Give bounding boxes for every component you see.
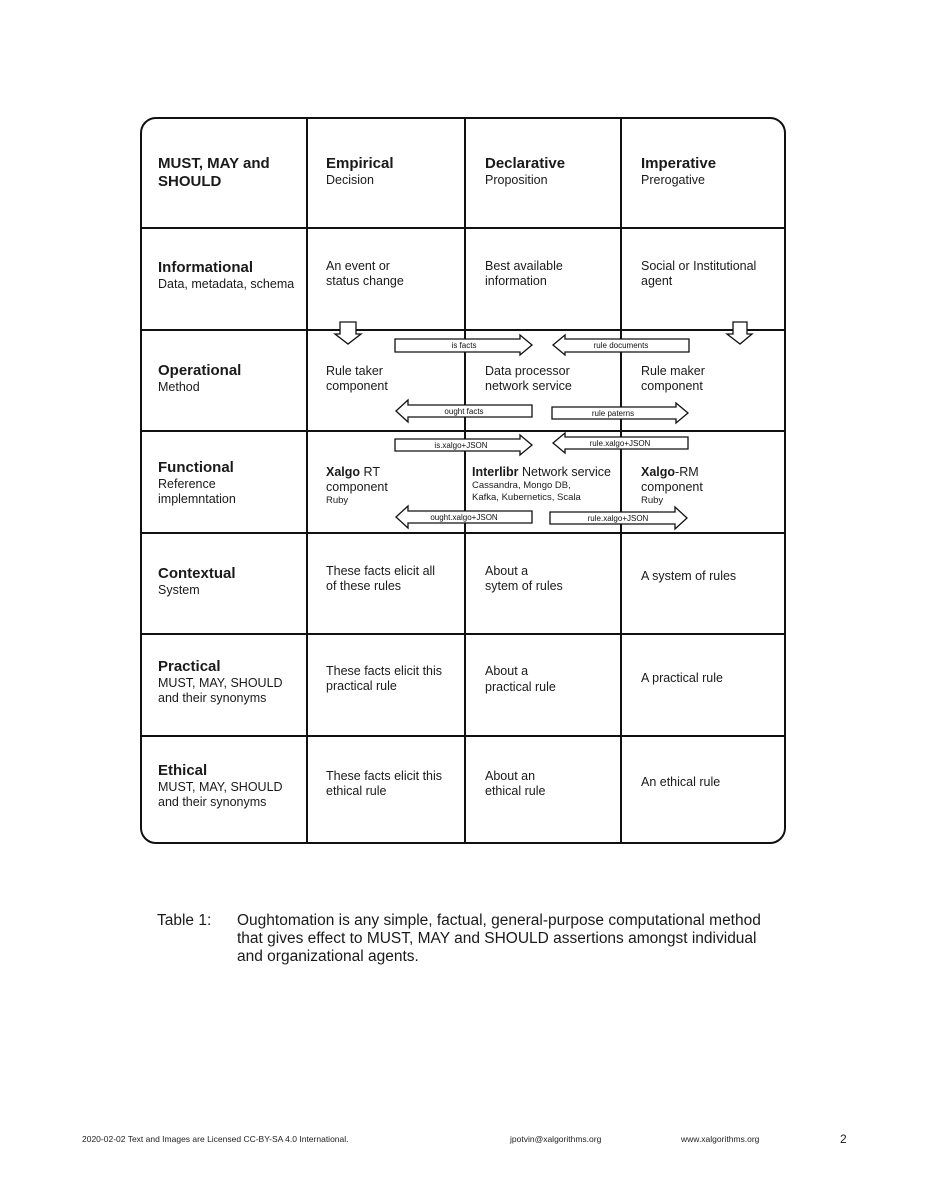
cell-text: An event or [326, 259, 390, 273]
ought-xalgo-json-label: ought.xalgo+JSON [430, 513, 498, 522]
row-subtitle: Method [158, 380, 200, 394]
rule-xalgo-json-top-label: rule.xalgo+JSON [589, 439, 651, 448]
cell-text: practical rule [326, 679, 397, 693]
row-subtitle: System [158, 583, 200, 597]
cell-text: of these rules [326, 579, 402, 593]
cell-text: These facts elicit this [326, 769, 443, 783]
cell-text: Data processor [485, 364, 570, 378]
cell-text: sytem of rules [485, 579, 563, 593]
product-name: Xalgo [326, 465, 361, 479]
is-facts-label: is facts [451, 341, 477, 350]
tech-stack: Cassandra, Mongo DB, [472, 480, 571, 491]
row-subtitle: and their synonyms [158, 691, 267, 705]
tech-stack: Ruby [641, 495, 664, 506]
row-title: Practical [158, 658, 221, 675]
rule-documents-label: rule documents [593, 341, 649, 350]
row-subtitle: and their synonyms [158, 795, 267, 809]
product-suffix: Network service [518, 465, 611, 479]
is-xalgo-json-label: is.xalgo+JSON [434, 441, 488, 450]
product-name: Interlibr [472, 465, 519, 479]
cell-text: Best available [485, 259, 563, 273]
tech-stack: Ruby [326, 495, 349, 506]
down-arrow-right-icon [727, 322, 752, 344]
row-subtitle: MUST, MAY, SHOULD [158, 780, 283, 794]
rule-xalgo-json-bottom-label: rule.xalgo+JSON [587, 514, 649, 523]
cell-text: About an [485, 769, 536, 783]
cell-text: Rule maker [641, 364, 705, 378]
row-subtitle: Reference [158, 477, 216, 491]
cell-text: These facts elicit all [326, 564, 436, 578]
header-imperative-sub: Prerogative [641, 173, 705, 187]
cell-text: agent [641, 274, 673, 288]
cell-text: An ethical rule [641, 775, 721, 789]
cell-text: Social or Institutional [641, 259, 757, 273]
cell-text: component [641, 379, 703, 393]
caption-label: Table 1: [157, 912, 212, 929]
header-declarative-title: Declarative [485, 155, 566, 172]
product-suffix: -RM [675, 465, 699, 479]
cell-text: component [641, 480, 703, 494]
cell-text: These facts elicit this [326, 664, 443, 678]
rule-paterns-label: rule paterns [591, 409, 635, 418]
cell-text: component [326, 480, 388, 494]
header-empirical-title: Empirical [326, 155, 394, 172]
product-suffix: RT [360, 465, 380, 479]
page-number: 2 [840, 1132, 847, 1146]
row-title: Operational [158, 362, 242, 379]
cell-text: ethical rule [326, 784, 387, 798]
header-corner-title: MUST, MAY and SHOULD [158, 155, 270, 190]
down-arrow-left-icon [335, 322, 361, 344]
header-declarative-sub: Proposition [485, 173, 548, 187]
caption-text: Oughtomation is any simple, factual, general-purpose computational method that gives effect to MUST, MAY and SHOULD assertions amongst individual and organizational agents. [237, 912, 761, 965]
row-title: Contextual [158, 565, 236, 582]
header-empirical-sub: Decision [326, 173, 374, 187]
cell-text: Rule taker [326, 364, 383, 378]
footer-license: 2020-02-02 Text and Images are Licensed CC-BY-SA 4.0 International. [82, 1134, 349, 1144]
cell-text: practical rule [485, 680, 556, 694]
tech-stack: Kafka, Kubernetics, Scala [472, 492, 581, 503]
cell-text: A practical rule [641, 671, 723, 685]
footer-website[interactable]: www.xalgorithms.org [681, 1134, 760, 1144]
row-title: Ethical [158, 762, 208, 779]
cell-text: information [485, 274, 547, 288]
cell-text: component [326, 379, 388, 393]
row-title: Functional [158, 459, 234, 476]
row-subtitle: Data, metadata, schema [158, 277, 295, 291]
cell-text: ethical rule [485, 784, 546, 798]
cell-text: status change [326, 274, 404, 288]
header-imperative-title: Imperative [641, 155, 717, 172]
cell-text: About a [485, 664, 529, 678]
cell-text: About a [485, 564, 529, 578]
ought-facts-label: ought facts [444, 407, 484, 416]
row-subtitle: implemntation [158, 492, 236, 506]
cell-text: network service [485, 379, 572, 393]
row-title: Informational [158, 259, 254, 276]
footer-email[interactable]: jpotvin@xalgorithms.org [510, 1134, 602, 1144]
row-subtitle: MUST, MAY, SHOULD [158, 676, 283, 690]
product-name: Xalgo [641, 465, 676, 479]
cell-text: A system of rules [641, 569, 737, 583]
